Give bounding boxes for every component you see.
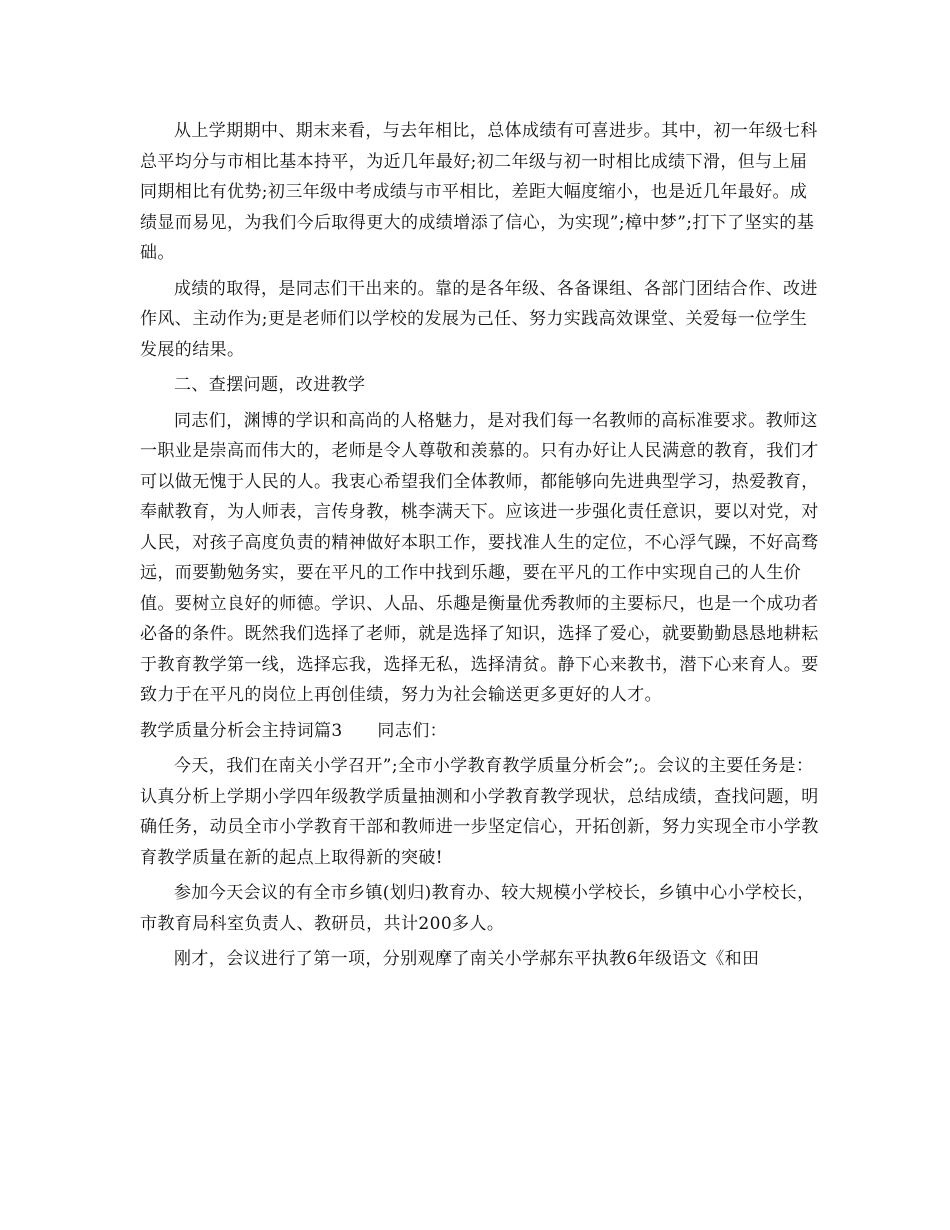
paragraph-3: 同志们，渊博的学识和高尚的人格魅力，是对我们每一名教师的高标准要求。教师这一职业是崇高而伟大的，老师是令人尊敬和羡慕的。只有办好让人民满意的教育，我们才可以做无愧于人民的人。我衷心希望我们全体教师，都能够向先进典型学习，热爱教育，奉献教育，为人师表，言传身教，桃李满天下。应该进一步强化责任意识，要以对党，对人民，对孩子高度负责的精神做好本职工作，要找准人生的定位，不心浮气躁，不好高骛远，而要勤勉务实，要在平凡的工作中找到乐趣，要在平凡的工作中实现自己的人生价值。要树立良好的师德。学识、人品、乐趣是衡量优秀教师的主要标尺，也是一个成功者必备的条件。既然我们选择了老师，就是选择了知识，选择了爱心，就要勤勤恳恳地耕耘于教育教学第一线，选择忘我，选择无私，选择清贫。静下心来教书，潜下心来育人。要致力于在平凡的岗位上再创佳绩，努力为社会输送更多更好的人才。 — [140, 410, 819, 705]
section-heading: 二、查摆问题，改进教学 — [174, 375, 366, 395]
paragraph-2: 成绩的取得，是同志们干出来的。靠的是各年级、各备课组、各部门团结合作、改进作风、主动作为;更是老师们以学校的发展为己任、努力实践高效课堂、关爱每一位学生发展的结果。 — [140, 278, 818, 360]
paragraph-4: 今天，我们在南关小学召开”;全市小学教育教学质量分析会”;。会议的主要任务是：认真分析上学期小学四年级教学质量抽测和小学教育教学现状，总结成绩，查找问题，明确任务，动员全市小学教育干部和教师进一步坚定信心，开拓创新，努力实现全市小学教育教学质量在新的起点上取得新的突破! — [140, 756, 819, 868]
paragraph-1: 从上学期期中、期末来看，与去年相比，总体成绩有可喜进步。其中，初一年级七科总平均分与市相比基本持平，为近几年最好;初二年级与初一时相比成绩下滑，但与上届同期相比有优势;初三年级中考成绩与市平相比，差距大幅度缩小，也是近几年最好。成绩显而易见，为我们今后取得更大的成绩增添了信心，为实现”;樟中梦”;打下了坚实的基础。 — [140, 121, 818, 263]
article-title: 教学质量分析会主持词篇3 同志们： — [140, 720, 448, 741]
paragraph-6: 刚才，会议进行了第一项，分别观摩了南关小学郝东平执教6年级语文《和田 — [174, 949, 760, 969]
document-body — [140, 116, 820, 975]
paragraph-5: 参加今天会议的有全市乡镇(划归)教育办、较大规模小学校长，乡镇中心小学校长，市教育局科室负责人、教研员，共计200多人。 — [140, 883, 815, 934]
